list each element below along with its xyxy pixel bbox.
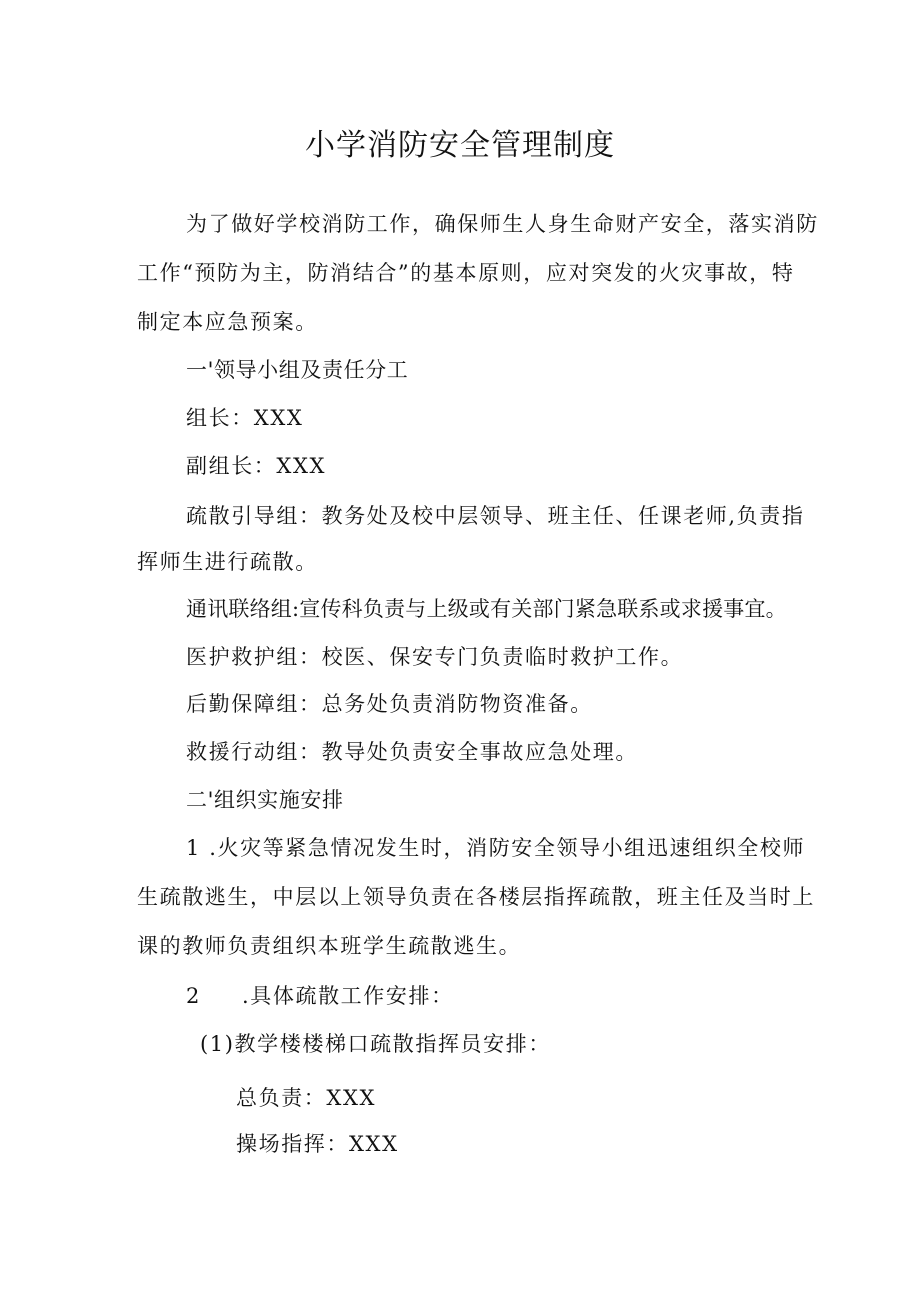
logistics-group-line: 后勤保障组：总务处负责消防物资准备。 bbox=[186, 692, 593, 716]
item-1-line-3: 课的教师负责组织本班学生疏散逃生。 bbox=[137, 934, 522, 958]
page-title: 小学消防安全管理制度 bbox=[305, 128, 615, 163]
intro-line-1: 为了做好学校消防工作，确保师生人身生命财产安全，落实消防 bbox=[186, 212, 819, 236]
intro-line-2: 工作“预防为主，防消结合”的基本原则，应对突发的火灾事故，特 bbox=[137, 261, 795, 285]
communication-group-line: 通讯联络组:宣传科负责与上级或有关部门紧急联系或求援事宜。 bbox=[186, 597, 787, 621]
chief-line: 总负责：XXX bbox=[236, 1086, 377, 1110]
intro-line-3: 制定本应急预案。 bbox=[137, 310, 318, 334]
section-2-heading: 二'组织实施安排 bbox=[186, 788, 344, 812]
deputy-leader-line: 副组长：XXX bbox=[186, 454, 327, 478]
sub-item-1-line: (1)教学楼楼梯口疏散指挥员安排： bbox=[200, 1032, 551, 1056]
item-2-text: .具体疏散工作安排： bbox=[242, 984, 454, 1008]
item-1-line-2: 生疏散逃生，中层以上领导负责在各楼层指挥疏散，班主任及当时上 bbox=[137, 885, 815, 909]
rescue-group-line: 救援行动组：教导处负责安全事故应急处理。 bbox=[186, 740, 638, 764]
item-1-line-1: 1 .火灾等紧急情况发生时，消防安全领导小组迅速组织全校师 bbox=[186, 836, 806, 860]
leader-line: 组长：XXX bbox=[186, 406, 304, 430]
section-1-heading: 一'领导小组及责任分工 bbox=[186, 358, 409, 382]
item-2-number: 2 bbox=[186, 984, 201, 1008]
evacuation-group-line-1: 疏散引导组：教务处及校中层领导、班主任、任课老师,负责指 bbox=[186, 504, 805, 528]
medical-group-line: 医护救护组：校医、保安专门负责临时救护工作。 bbox=[186, 645, 684, 669]
playground-line: 操场指挥：XXX bbox=[236, 1132, 399, 1156]
evacuation-group-line-2: 挥师生进行疏散。 bbox=[137, 550, 318, 574]
